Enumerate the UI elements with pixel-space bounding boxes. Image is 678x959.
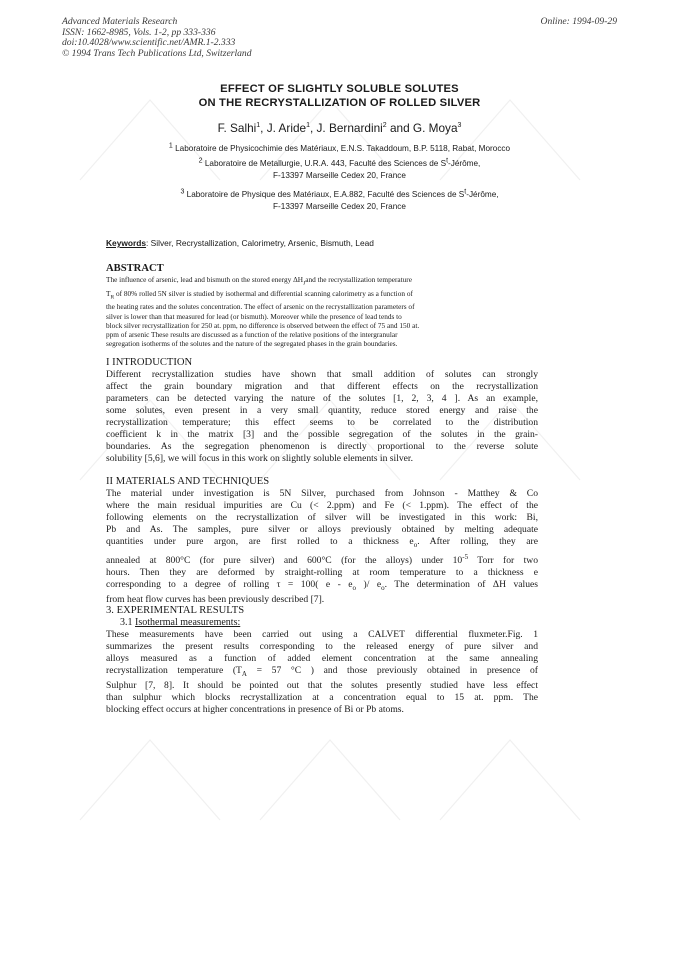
intro-line: recrystallization temperature; this effect seems to be correlated to the distribution (106, 417, 538, 428)
copyright-line: © 1994 Trans Tech Publications Ltd, Switzerland (62, 47, 252, 59)
intro-line: coefficient k in the matrix [3] and the possible segregation of the solutes in the grain- (106, 429, 538, 440)
abstract-text: the heating rates and the solutes concentration. The effect of arsenic on the recrystallization parameters of (106, 302, 415, 312)
materials-line: corresponding to a degree of rolling τ = 100( e - e (106, 579, 353, 591)
materials-subscript: o (352, 584, 357, 592)
affiliation-number: 1 (168, 142, 173, 150)
intro-line: boundaries. As the segregation phenomenon is directly proportional to the reverse solute (106, 441, 538, 452)
affiliation-text: -Jérôme, (448, 159, 481, 168)
abstract-subscript: J (303, 280, 306, 287)
materials-line: quantities under pure argon, are first rolled to a thickness e (106, 536, 414, 547)
title-line-1: EFFECT OF SLIGHTLY SOLUBLE SOLUTES (220, 83, 459, 95)
abstract-subscript: R (110, 294, 115, 301)
materials-subscript: o (381, 584, 385, 592)
author-separator: , (309, 121, 317, 135)
abstract-text: The influence of arsenic, lead and bismuth on the stored energy ΔH (106, 275, 304, 284)
materials-line: The material under investigation is 5N Silver, purchased from Johnson - Matthey & Co (106, 488, 538, 499)
results-line: alloys measured as a function of added element concentration at the same annealing (106, 653, 538, 664)
materials-subscript: o (413, 540, 418, 549)
results-line: blocking effect occurs at higher concentrations in presence of Bi or Pb atoms. (106, 703, 404, 715)
keywords-label: Keywords (106, 238, 147, 248)
affiliation-superscript: t (464, 188, 467, 196)
affiliation-3 (62, 189, 617, 212)
abstract-body (106, 275, 538, 348)
author-affiliation-mark: 1 (256, 122, 261, 130)
materials-superscript: -5 (462, 552, 469, 561)
materials-heading: II MATERIALS AND TECHNIQUES (106, 476, 270, 487)
abstract-heading: ABSTRACT (106, 263, 164, 274)
author-name: J. Bernardini (316, 121, 383, 135)
affiliation-address: F-13397 Marseille Cedex 20, France (273, 170, 406, 180)
subsection-number: 3.1 (120, 617, 135, 628)
intro-line: parameters can be detected varying the nature of the solutes [1, 2, 3, 4 ]. As an example, (106, 393, 538, 404)
materials-line: annealed at 800°C (for pure silver) and 600°C (for the alloys) under 10 (106, 555, 463, 567)
materials-line: . The determination of ΔH values (384, 579, 539, 591)
abstract-text: silver is lower than that measured for lead (or bismuth). Moreover while the presence of lead tends to (106, 311, 402, 321)
materials-line: where the main residual impurities are Cu (< 2.ppm) and Fe (< 1.ppm). The effect of the (106, 500, 538, 511)
abstract-text: and the recrystallization temperature (305, 275, 412, 284)
author-list (62, 121, 617, 135)
results-line: recrystallization temperature (T (106, 665, 242, 676)
affiliation-1 (62, 143, 617, 155)
materials-line: from heat flow curves has been previously described [7]. (106, 594, 325, 605)
online-date: Online: 1994-09-29 (540, 16, 617, 27)
affiliation-text: Laboratoire de Metallurgie, U.R.A. 443, Faculté des Sciences de S (204, 159, 447, 168)
subsection-heading (120, 617, 240, 628)
author-affiliation-mark: 1 (306, 122, 310, 130)
doi-line: doi:10.4028/www.scientific.net/AMR.1-2.333 (62, 37, 236, 48)
intro-line: solubility [5,6], we will focus in this work on slightly soluble elements in silver. (106, 453, 413, 464)
subsection-title: Isothermal measurements: (135, 617, 241, 628)
affiliation-number: 3 (180, 188, 185, 196)
affiliation-text: Laboratoire de Physique des Matériaux, E.A.882, Faculté des Sciences de S (186, 190, 465, 199)
title-line-2: ON THE RECRYSTALLIZATION OF ROLLED SILVER (198, 96, 481, 109)
affiliation-text: -Jérôme, (466, 190, 499, 199)
author-name: F. Salhi (217, 121, 257, 135)
intro-line: affect the grain boundary migration and that different effects on the recrystallization (106, 381, 538, 392)
results-line: = 57 °C ) and those previously obtained in presence of (246, 665, 538, 676)
results-line: than sulphur which blocks recrystallization at a concentration equal to 15 at. ppm. The (106, 691, 538, 703)
author-separator: and (386, 121, 413, 135)
results-line: These measurements have been carried out using a CALVET differential fluxmeter.Fig. 1 (106, 629, 538, 640)
materials-line: Pb and As. The samples, pure silver or alloys previously obtained by melting adequate (106, 524, 538, 535)
author-affiliation-mark: 3 (457, 122, 462, 130)
materials-line: following elements on the recrystallization of silver will be investigated in this work: Bi, (106, 512, 538, 523)
affiliation-address: F-13397 Marseille Cedex 20, France (273, 201, 406, 211)
results-body (106, 629, 538, 716)
author-name: G. Moya (412, 121, 458, 135)
results-line: Sulphur [7, 8]. It should be pointed out that the solutes presently studied have less effect (106, 679, 538, 691)
materials-line: hours. Then they are deformed by straight-rolling at room temperature to a thickness e (106, 567, 538, 579)
results-heading: 3. EXPERIMENTAL RESULTS (106, 605, 245, 616)
intro-line: some solutes, even present in a very small quantity, reduce stored energy and raise the (106, 405, 538, 416)
introduction-heading: I INTRODUCTION (106, 357, 193, 368)
abstract-text: segregation isotherms of the solutes and the nature of the segregated phases in the grain boundaries. (106, 339, 398, 349)
affiliation-number: 2 (198, 157, 203, 165)
materials-line: )/ e (356, 579, 382, 591)
issn-line: ISSN: 1662-8985, Vols. 1-2, pp 333-336 (62, 26, 216, 38)
affiliation-2 (62, 158, 617, 181)
materials-body (106, 488, 538, 606)
materials-line: . After rolling, they are (417, 536, 538, 547)
affiliation-text: Laboratoire de Physicochimie des Matériaux, E.N.S. Takaddoum, B.P. 5118, Rabat, Morocco (175, 144, 511, 153)
abstract-text: block silver recrystallization for 250 at. ppm, no difference is observed between the effect of 75 and 150 at. (106, 320, 420, 330)
author-name: J. Aride (266, 121, 307, 135)
journal-name: Advanced Materials Research (62, 16, 178, 27)
intro-line: Different recrystallization studies have shown that small addition of solutes can strongly (106, 369, 538, 380)
author-affiliation-mark: 2 (382, 122, 387, 130)
introduction-body (106, 369, 538, 465)
abstract-text: T (106, 288, 111, 298)
author-separator: , (260, 121, 267, 135)
results-line: summarizes the present results corresponding to the released energy of pure silver and (106, 641, 538, 652)
affiliation-superscript: t (446, 157, 449, 165)
keywords-text: : Silver, Recrystallization, Calorimetry, Arsenic, Bismuth, Lead (146, 238, 374, 248)
keywords-line (106, 238, 586, 248)
materials-line: Torr for two (468, 555, 538, 567)
publication-header (62, 17, 617, 59)
paper-title (62, 83, 617, 110)
abstract-text: of 80% rolled 5N silver is studied by isothermal and differential scanning calorimetry as a function of (114, 288, 413, 298)
abstract-text: ppm of arsenic These results are discussed as a function of the relative positions of the intergranular (106, 329, 398, 339)
results-subscript: A (241, 669, 247, 678)
